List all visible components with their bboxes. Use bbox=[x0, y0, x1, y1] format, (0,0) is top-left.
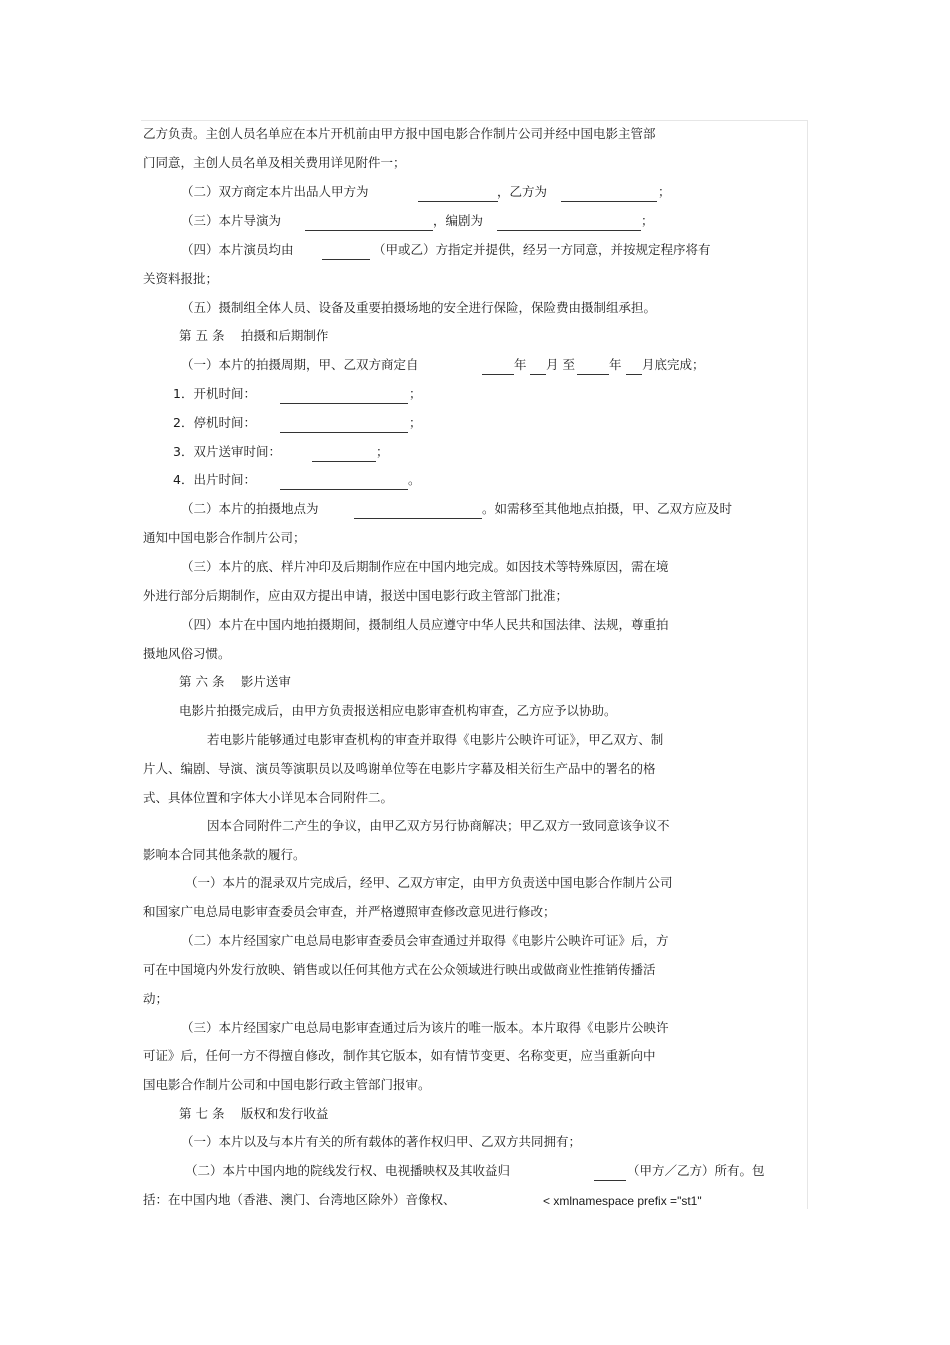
schedule-item: 4．出片时间： bbox=[173, 472, 256, 487]
xml-artifact-text: < xmlnamespace prefix ="st1" bbox=[543, 1194, 702, 1208]
clause-6-3: （三）本片经国家广电总局电影审查通过后为该片的唯一版本。本片取得《电影片公映许 bbox=[181, 1020, 669, 1035]
para-line: 年 bbox=[609, 357, 622, 372]
para-line: 。 bbox=[408, 472, 421, 487]
blank-field[interactable] bbox=[561, 201, 657, 202]
article-5-heading: 第 五 条 拍摄和后期制作 bbox=[179, 328, 329, 343]
clause-5-3: （三）本片的底、样片冲印及后期制作应在中国内地完成。如因技术等特殊原因，需在境 bbox=[181, 559, 669, 574]
blank-field[interactable] bbox=[312, 461, 376, 462]
para-line: 摄地风俗习惯。 bbox=[143, 646, 231, 661]
para-line: ； bbox=[641, 213, 654, 228]
schedule-item: 3．双片送审时间： bbox=[173, 444, 281, 459]
blank-field[interactable] bbox=[280, 432, 408, 433]
clause-6-1: （一）本片的混录双片完成后，经甲、乙双方审定，由甲方负责送中国电影合作制片公司 bbox=[185, 875, 673, 890]
para-line: ，编剧为 bbox=[433, 213, 484, 228]
para-line: 和国家广电总局电影审查委员会审查，并严格遵照审查修改意见进行修改； bbox=[143, 904, 556, 919]
clause-2-2: （二）双方商定本片出品人甲方为 bbox=[181, 184, 369, 199]
page-frame bbox=[141, 120, 808, 1209]
para-line: 月底完成； bbox=[642, 357, 705, 372]
para-line: 乙方负责。主创人员名单应在本片开机前由甲方报中国电影合作制片公司并经中国电影主管部 bbox=[143, 126, 656, 141]
para-line: ，乙方为 bbox=[497, 184, 548, 199]
para-line: 括：在中国内地（香港、澳门、台湾地区除外）音像权、 bbox=[143, 1192, 456, 1207]
para-line: 月 至 bbox=[546, 357, 575, 372]
para-line: ； bbox=[409, 386, 422, 401]
blank-field[interactable] bbox=[626, 374, 642, 375]
para-line: 可在中国境内外发行放映、销售或以任何其他方式在公众领域进行映出或做商业性推销传播活 bbox=[143, 962, 656, 977]
schedule-item: 1．开机时间： bbox=[173, 386, 256, 401]
article-7-heading: 第 七 条 版权和发行收益 bbox=[179, 1106, 329, 1121]
para-line: （甲方／乙方）所有。包 bbox=[627, 1163, 765, 1178]
para-line: 若电影片能够通过电影审查机构的审查并取得《电影片公映许可证》，甲乙双方、制 bbox=[207, 732, 664, 747]
para-line: 电影片拍摄完成后，由甲方负责报送相应电影审查机构审查，乙方应予以协助。 bbox=[179, 703, 617, 718]
blank-field[interactable] bbox=[280, 489, 408, 490]
clause-5-2: （二）本片的拍摄地点为 bbox=[181, 501, 319, 516]
schedule-item: 2．停机时间： bbox=[173, 415, 256, 430]
para-line: 年 bbox=[514, 357, 527, 372]
para-line: 片人、编剧、导演、演员等演职员以及鸣谢单位等在电影片字幕及相关衍生产品中的署名的格 bbox=[143, 761, 656, 776]
blank-field[interactable] bbox=[530, 374, 546, 375]
blank-field[interactable] bbox=[482, 374, 514, 375]
clause-2-3: （三）本片导演为 bbox=[181, 213, 282, 228]
blank-field[interactable] bbox=[594, 1180, 626, 1181]
para-line: 国电影合作制片公司和中国电影行政主管部门报审。 bbox=[143, 1077, 431, 1092]
clause-2-4: （四）本片演员均由 bbox=[181, 242, 294, 257]
para-line: 动； bbox=[143, 991, 169, 1006]
clause-7-2: （二）本片中国内地的院线发行权、电视播映权及其收益归 bbox=[185, 1163, 511, 1178]
para-line: 门同意，主创人员名单及相关费用详见附件一； bbox=[143, 155, 406, 170]
para-line: 外进行部分后期制作，应由双方提出申请，报送中国电影行政主管部门批准； bbox=[143, 588, 569, 603]
clause-5-4: （四）本片在中国内地拍摄期间，摄制组人员应遵守中华人民共和国法律、法规，尊重拍 bbox=[181, 617, 669, 632]
blank-field[interactable] bbox=[322, 259, 370, 260]
blank-field[interactable] bbox=[305, 230, 433, 231]
para-line: 通知中国电影合作制片公司； bbox=[143, 530, 306, 545]
para-line: 可证》后，任何一方不得擅自修改，制作其它版本，如有情节变更、名称变更，应当重新向中 bbox=[143, 1048, 656, 1063]
para-line: （甲或乙）方指定并提供，经另一方同意，并按规定程序将有 bbox=[373, 242, 711, 257]
clause-6-2: （二）本片经国家广电总局电影审查委员会审查通过并取得《电影片公映许可证》后，方 bbox=[181, 933, 669, 948]
para-line: 因本合同附件二产生的争议，由甲乙双方另行协商解决；甲乙双方一致同意该争议不 bbox=[207, 818, 670, 833]
blank-field[interactable] bbox=[418, 201, 498, 202]
blank-field[interactable] bbox=[577, 374, 609, 375]
para-line: 关资料报批； bbox=[143, 271, 219, 286]
clause-5-1: （一）本片的拍摄周期，甲、乙双方商定自 bbox=[181, 357, 419, 372]
blank-field[interactable] bbox=[354, 518, 482, 519]
para-line: 式、具体位置和字体大小详见本合同附件二。 bbox=[143, 790, 394, 805]
article-6-heading: 第 六 条 影片送审 bbox=[179, 674, 291, 689]
clause-7-1: （一）本片以及与本片有关的所有载体的著作权归甲、乙双方共同拥有； bbox=[181, 1134, 582, 1149]
clause-2-5: （五）摄制组全体人员、设备及重要拍摄场地的安全进行保险，保险费由摄制组承担。 bbox=[181, 300, 657, 315]
para-line: ； bbox=[409, 415, 422, 430]
para-line: 影响本合同其他条款的履行。 bbox=[143, 847, 306, 862]
para-line: ； bbox=[376, 444, 389, 459]
blank-field[interactable] bbox=[280, 403, 408, 404]
para-line: ； bbox=[658, 184, 671, 199]
para-line: 。如需移至其他地点拍摄，甲、乙双方应及时 bbox=[482, 501, 733, 516]
blank-field[interactable] bbox=[497, 230, 641, 231]
